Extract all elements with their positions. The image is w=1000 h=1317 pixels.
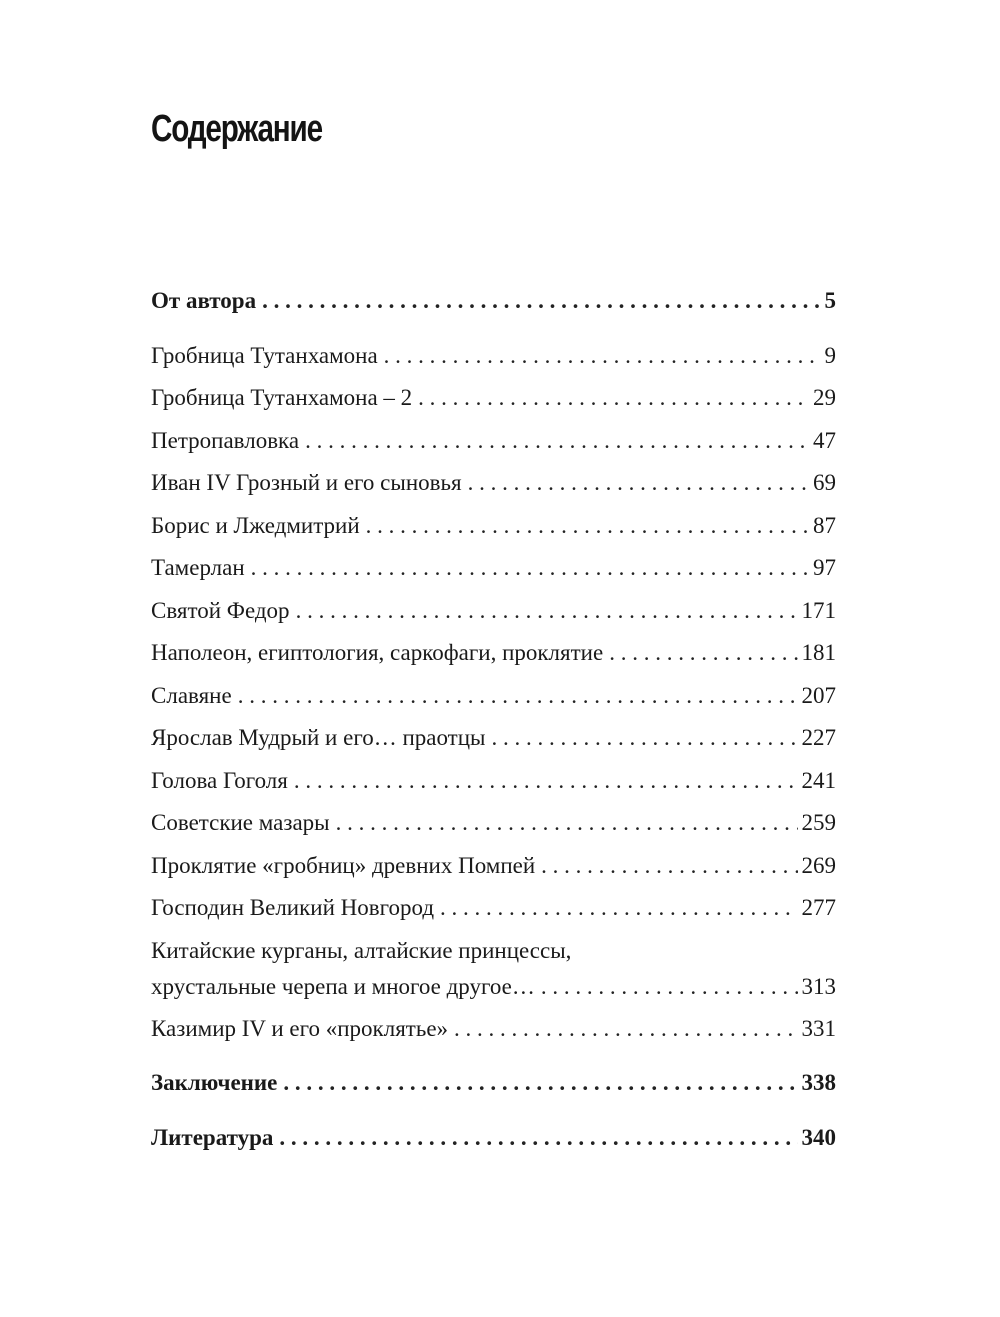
toc-entry-title: Иван IV Грозный и его сыновья	[151, 470, 462, 495]
toc-entry-page: 331	[801, 1015, 836, 1041]
toc-entry[interactable]	[151, 802, 836, 845]
dot-leader	[305, 420, 809, 463]
page-title: Содержание	[151, 108, 322, 150]
dot-leader	[296, 590, 798, 633]
toc-entry[interactable]	[151, 377, 836, 420]
toc-entry-title: Славяне	[151, 682, 232, 708]
table-of-contents	[151, 280, 836, 1159]
toc-entry-line2	[151, 969, 836, 1005]
toc-entry-title: Борис и Лжедмитрий	[151, 512, 360, 538]
toc-entry[interactable]	[151, 335, 836, 378]
dot-leader	[454, 1008, 797, 1051]
dot-leader	[609, 632, 797, 675]
toc-entry-page: 277	[801, 895, 836, 920]
toc-entry-page: 171	[801, 597, 836, 623]
toc-entry-title: Заключение	[151, 1070, 278, 1095]
dot-leader	[336, 802, 798, 845]
toc-entry-title-line1: Китайские курганы, алтайские принцессы,	[151, 937, 572, 963]
dot-leader	[384, 335, 821, 378]
toc-entry[interactable]	[151, 887, 836, 930]
toc-entry[interactable]	[151, 1008, 836, 1051]
toc-entry-page: 69	[813, 470, 836, 495]
toc-entry[interactable]	[151, 845, 836, 888]
toc-entry-title: Господин Великий Новгород	[151, 895, 435, 920]
toc-entry-page: 241	[801, 767, 836, 793]
toc-entry-title: Казимир IV и его «проклятье»	[151, 1015, 449, 1041]
dot-leader	[251, 547, 809, 590]
toc-entry[interactable]	[151, 547, 836, 590]
toc-entry-page: 9	[824, 342, 836, 368]
dot-leader	[541, 845, 797, 888]
toc-entry-page: 313	[801, 973, 836, 999]
toc-entry-page: 207	[801, 682, 836, 708]
toc-entry-title: Гробница Тутанхамона – 2	[151, 385, 413, 410]
dot-leader	[468, 462, 809, 505]
toc-entry-title: Петропавловка	[151, 427, 300, 453]
toc-entry-page: 97	[813, 555, 836, 580]
dot-leader	[283, 1062, 797, 1105]
toc-entry-foreword[interactable]	[151, 280, 836, 323]
toc-entry-title: Проклятие «гробниц» древних Помпей	[151, 852, 536, 878]
toc-entry-page: 338	[801, 1070, 836, 1095]
toc-entry[interactable]	[151, 590, 836, 633]
toc-entry-page: 29	[813, 385, 836, 410]
dot-leader	[238, 675, 798, 718]
toc-entry-title: Гробница Тутанхамона	[151, 342, 378, 368]
toc-entry-title: Тамерлан	[151, 555, 245, 580]
toc-entry-title: Святой Федор	[151, 597, 290, 623]
toc-entry-bibliography[interactable]	[151, 1117, 836, 1160]
toc-entry[interactable]	[151, 930, 836, 1008]
toc-entry-conclusion[interactable]	[151, 1062, 836, 1105]
toc-entry[interactable]	[151, 462, 836, 505]
toc-entry-title: Советские мазары	[151, 810, 330, 835]
toc-entry-page: 87	[813, 512, 836, 538]
dot-leader	[294, 760, 798, 803]
toc-entry-page: 227	[801, 725, 836, 750]
dot-leader	[491, 717, 797, 760]
toc-entry-title: Наполеон, египтология, саркофаги, проклятие	[151, 640, 604, 665]
toc-entry[interactable]	[151, 505, 836, 548]
toc-entry-page: 181	[801, 640, 836, 665]
toc-entry-title: Ярослав Мудрый и его… праотцы	[151, 725, 486, 750]
dot-leader	[440, 887, 797, 930]
toc-entry-page: 259	[801, 810, 836, 835]
dot-leader	[366, 505, 809, 548]
toc-entry[interactable]	[151, 420, 836, 463]
dot-leader	[279, 1117, 797, 1160]
toc-entry-title: От автора	[151, 288, 257, 313]
toc-entry-page: 47	[813, 427, 836, 453]
toc-entry-title: Голова Гоголя	[151, 767, 288, 793]
toc-entry-title-line2: хрустальные черепа и многое другое…	[151, 973, 535, 999]
toc-entry[interactable]	[151, 717, 836, 760]
toc-entry[interactable]	[151, 632, 836, 675]
dot-leader	[418, 377, 809, 420]
toc-entry-page: 340	[801, 1124, 836, 1150]
toc-entry-page: 5	[824, 288, 836, 313]
toc-entry[interactable]	[151, 760, 836, 803]
toc-entry-page: 269	[801, 852, 836, 878]
toc-entry[interactable]	[151, 675, 836, 718]
dot-leader	[541, 969, 798, 1005]
dot-leader	[262, 280, 820, 323]
toc-entry-title: Литература	[151, 1124, 274, 1150]
